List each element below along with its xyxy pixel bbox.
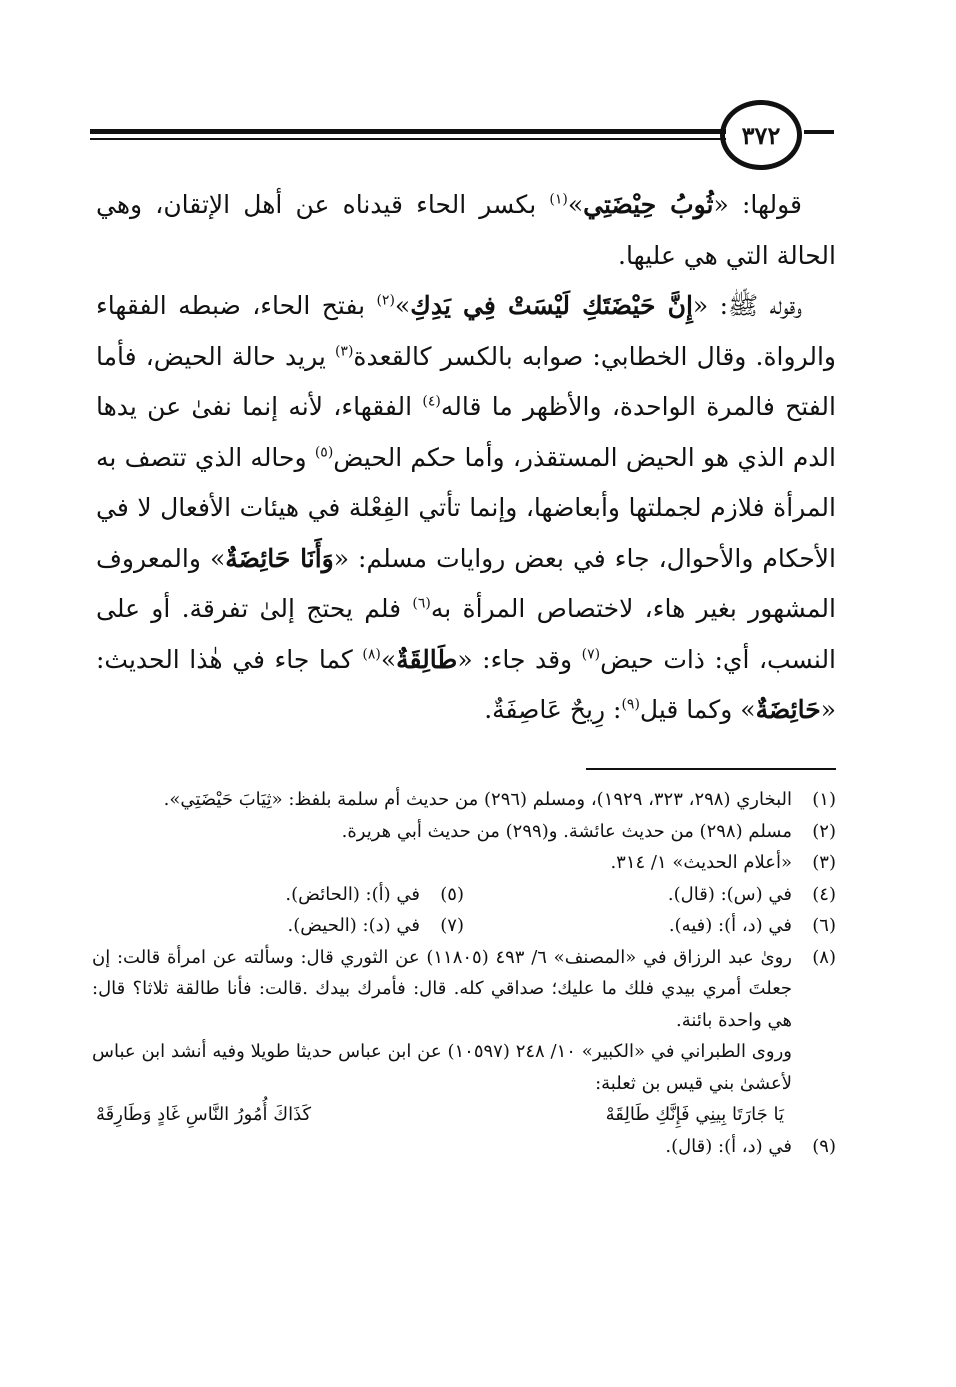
text-run: كما جاء في هٰذا الحديث: «: [96, 644, 836, 724]
text-run: فلم يحتج إلىٰ تفرقة. أو على النسب، أي: ذات حيض: [96, 594, 837, 674]
text-run: بكسر الحاء قيدناه عن أهل الإتقان، وهي الحالة التي هي عليها.: [96, 190, 836, 270]
text-run: الفقهاء، لأنه إنما نفىٰ عن يدها الدم الذي هو الحيض المستقذر، وأما حكم الحيض: [96, 392, 836, 472]
footnote-number: (٤): [812, 883, 836, 905]
footnote-number: (٨): [812, 946, 836, 968]
hadith-quote: حَائِضَةٌ: [755, 695, 821, 724]
footnote-ref: (١): [549, 191, 568, 208]
footnote-ref: (٦): [412, 595, 431, 612]
text-run: »: [567, 190, 584, 219]
text-run: وقوله ﷺ: «: [692, 291, 802, 320]
footnote-number: (٦): [812, 915, 836, 936]
text-run: بفتح الحاء، ضبطه الفقهاء والرواة. وقال الخطابي: صوابه بالكسر كالقعدة: [96, 291, 837, 371]
footnote-row: [92, 910, 836, 942]
footnote-number: (٢): [812, 820, 836, 842]
paragraph: [96, 281, 836, 736]
header-rule-end: [804, 130, 834, 134]
footnotes: [92, 784, 836, 1162]
footnote-ref: (٤): [422, 393, 441, 410]
footnote-number: (٩): [812, 1135, 836, 1157]
footnote-text: «أعلام الحديث» ١/ ٣١٤.: [610, 852, 792, 873]
footnote-text: في (س): (قال).: [667, 883, 792, 905]
footnote-4: [464, 879, 836, 911]
footnote-text: مسلم (٢٩٨) من حديث عائشة. و(٢٩٩) من حديث أبي هريرة.: [341, 820, 792, 842]
footnote-text: في (د، أ): (قال).: [665, 1135, 792, 1157]
footnote-8: [92, 942, 836, 1100]
page-header: [90, 98, 835, 174]
footnote-3: [92, 847, 836, 879]
footnote-ref: (٢): [376, 292, 395, 309]
text-run: وحاله الذي تتصف به المرأة فلازم لجملتها وأبعاضها، وإنما تأتي الفِعْلة في هيئات الأفعال لا في الأحكام والأحوال، جاء في بعض روايات مسلم: «: [96, 442, 836, 573]
footnote-ref: (٧): [581, 646, 601, 663]
footnote-1: [92, 784, 836, 816]
verse-second-hemistich: كَذَاكَ أُمُورُ النَّاسِ غَادٍ وَطَارِقَهْ: [96, 1104, 312, 1125]
text-run: قولها: «: [713, 190, 803, 219]
footnote-number: (١): [812, 789, 836, 810]
footnote-number: (٧): [440, 915, 464, 936]
footnote-ref: (٥): [314, 444, 334, 461]
paragraph: [96, 180, 836, 281]
text-run: يريد حالة الحيض، فأما الفتح فالمرة الواحدة، والأظهر ما قاله: [96, 341, 836, 421]
text-run: »: [394, 291, 411, 320]
footnote-text: في (د): (الحيض).: [287, 915, 420, 936]
hadith-quote: وَأَنَا حَائِضَةٌ: [225, 543, 334, 573]
footnote-6: [464, 910, 836, 942]
footnote-text: رویٰ عبد الرزاق في «المصنف» ٦/ ٤٩٣ (١١٨٠٥) عن الثوري قال: وسألته عن امرأة قالت: إن جعلتَ أمري بيدي فلك ما عليك؛ صداقي كله. قال: فأمرك بيدك .قالت: فأنا طالقة ثلاثا؟ قال: هي واحدة بائنة.: [92, 946, 792, 1031]
footnote-ref: (٣): [334, 343, 354, 360]
text-run: »: [380, 644, 397, 674]
footnote-ref: (٩): [621, 696, 640, 713]
footnote-number: (٣): [812, 852, 836, 873]
text-run: : رِيحٌ عَاصِفَةٌ.: [484, 695, 622, 724]
footnote-7: [92, 910, 464, 942]
header-rule-thin: [90, 138, 726, 140]
text-run: وقد جاء: «: [457, 644, 582, 674]
footnote-number: (٥): [440, 883, 464, 905]
text-run: » وكما قيل: [639, 695, 756, 724]
verse-first-hemistich: يَا جَارَتَا بِينِي فَإِنَّكِ طَالِقَهْ: [605, 1104, 784, 1125]
footnote-ref: (٨): [362, 646, 381, 663]
page-number: ٣٧٢: [741, 120, 781, 150]
footnote-text-continued: وروى الطبراني في «الكبير» ١٠/ ٢٤٨ (١٠٥٩٧) عن ابن عباس حديثا طويلا وفيه أنشد ابن عباس لأعشىٰ بني قيس بن ثعلبة:: [92, 1041, 792, 1094]
main-text: [96, 180, 836, 736]
hadith-quote: ثُوبُ حِيْضَتِي: [583, 190, 714, 219]
header-rule-thick: [90, 129, 726, 134]
footnote-text: في (أ): (الحائض).: [285, 883, 420, 905]
hadith-quote: طَالِقَةٌ: [396, 644, 458, 674]
footnote-5: [92, 879, 464, 911]
footnote-2: [92, 816, 836, 848]
footnote-separator: [586, 768, 836, 770]
footnote-row: [92, 879, 836, 911]
footnote-9: [92, 1131, 836, 1163]
footnote-text: البخاري (٢٩٨، ٣٢٣، ١٩٢٩)، ومسلم (٢٩٦) من حديث أم سلمة بلفظ: «ثِيَابَ حَيْضَتِي».: [163, 789, 792, 810]
poem-verse: [92, 1099, 836, 1131]
page-number-badge: [720, 100, 802, 170]
text-run: » والمعروف المشهور بغير هاء، لاختصاص المرأة به: [96, 543, 836, 623]
footnote-text: في (د، أ): (فيه).: [668, 915, 792, 936]
hadith-quote: إِنَّ حَيْضَتَكِ لَيْسَتْ فِي يَدِكِ: [410, 291, 693, 320]
